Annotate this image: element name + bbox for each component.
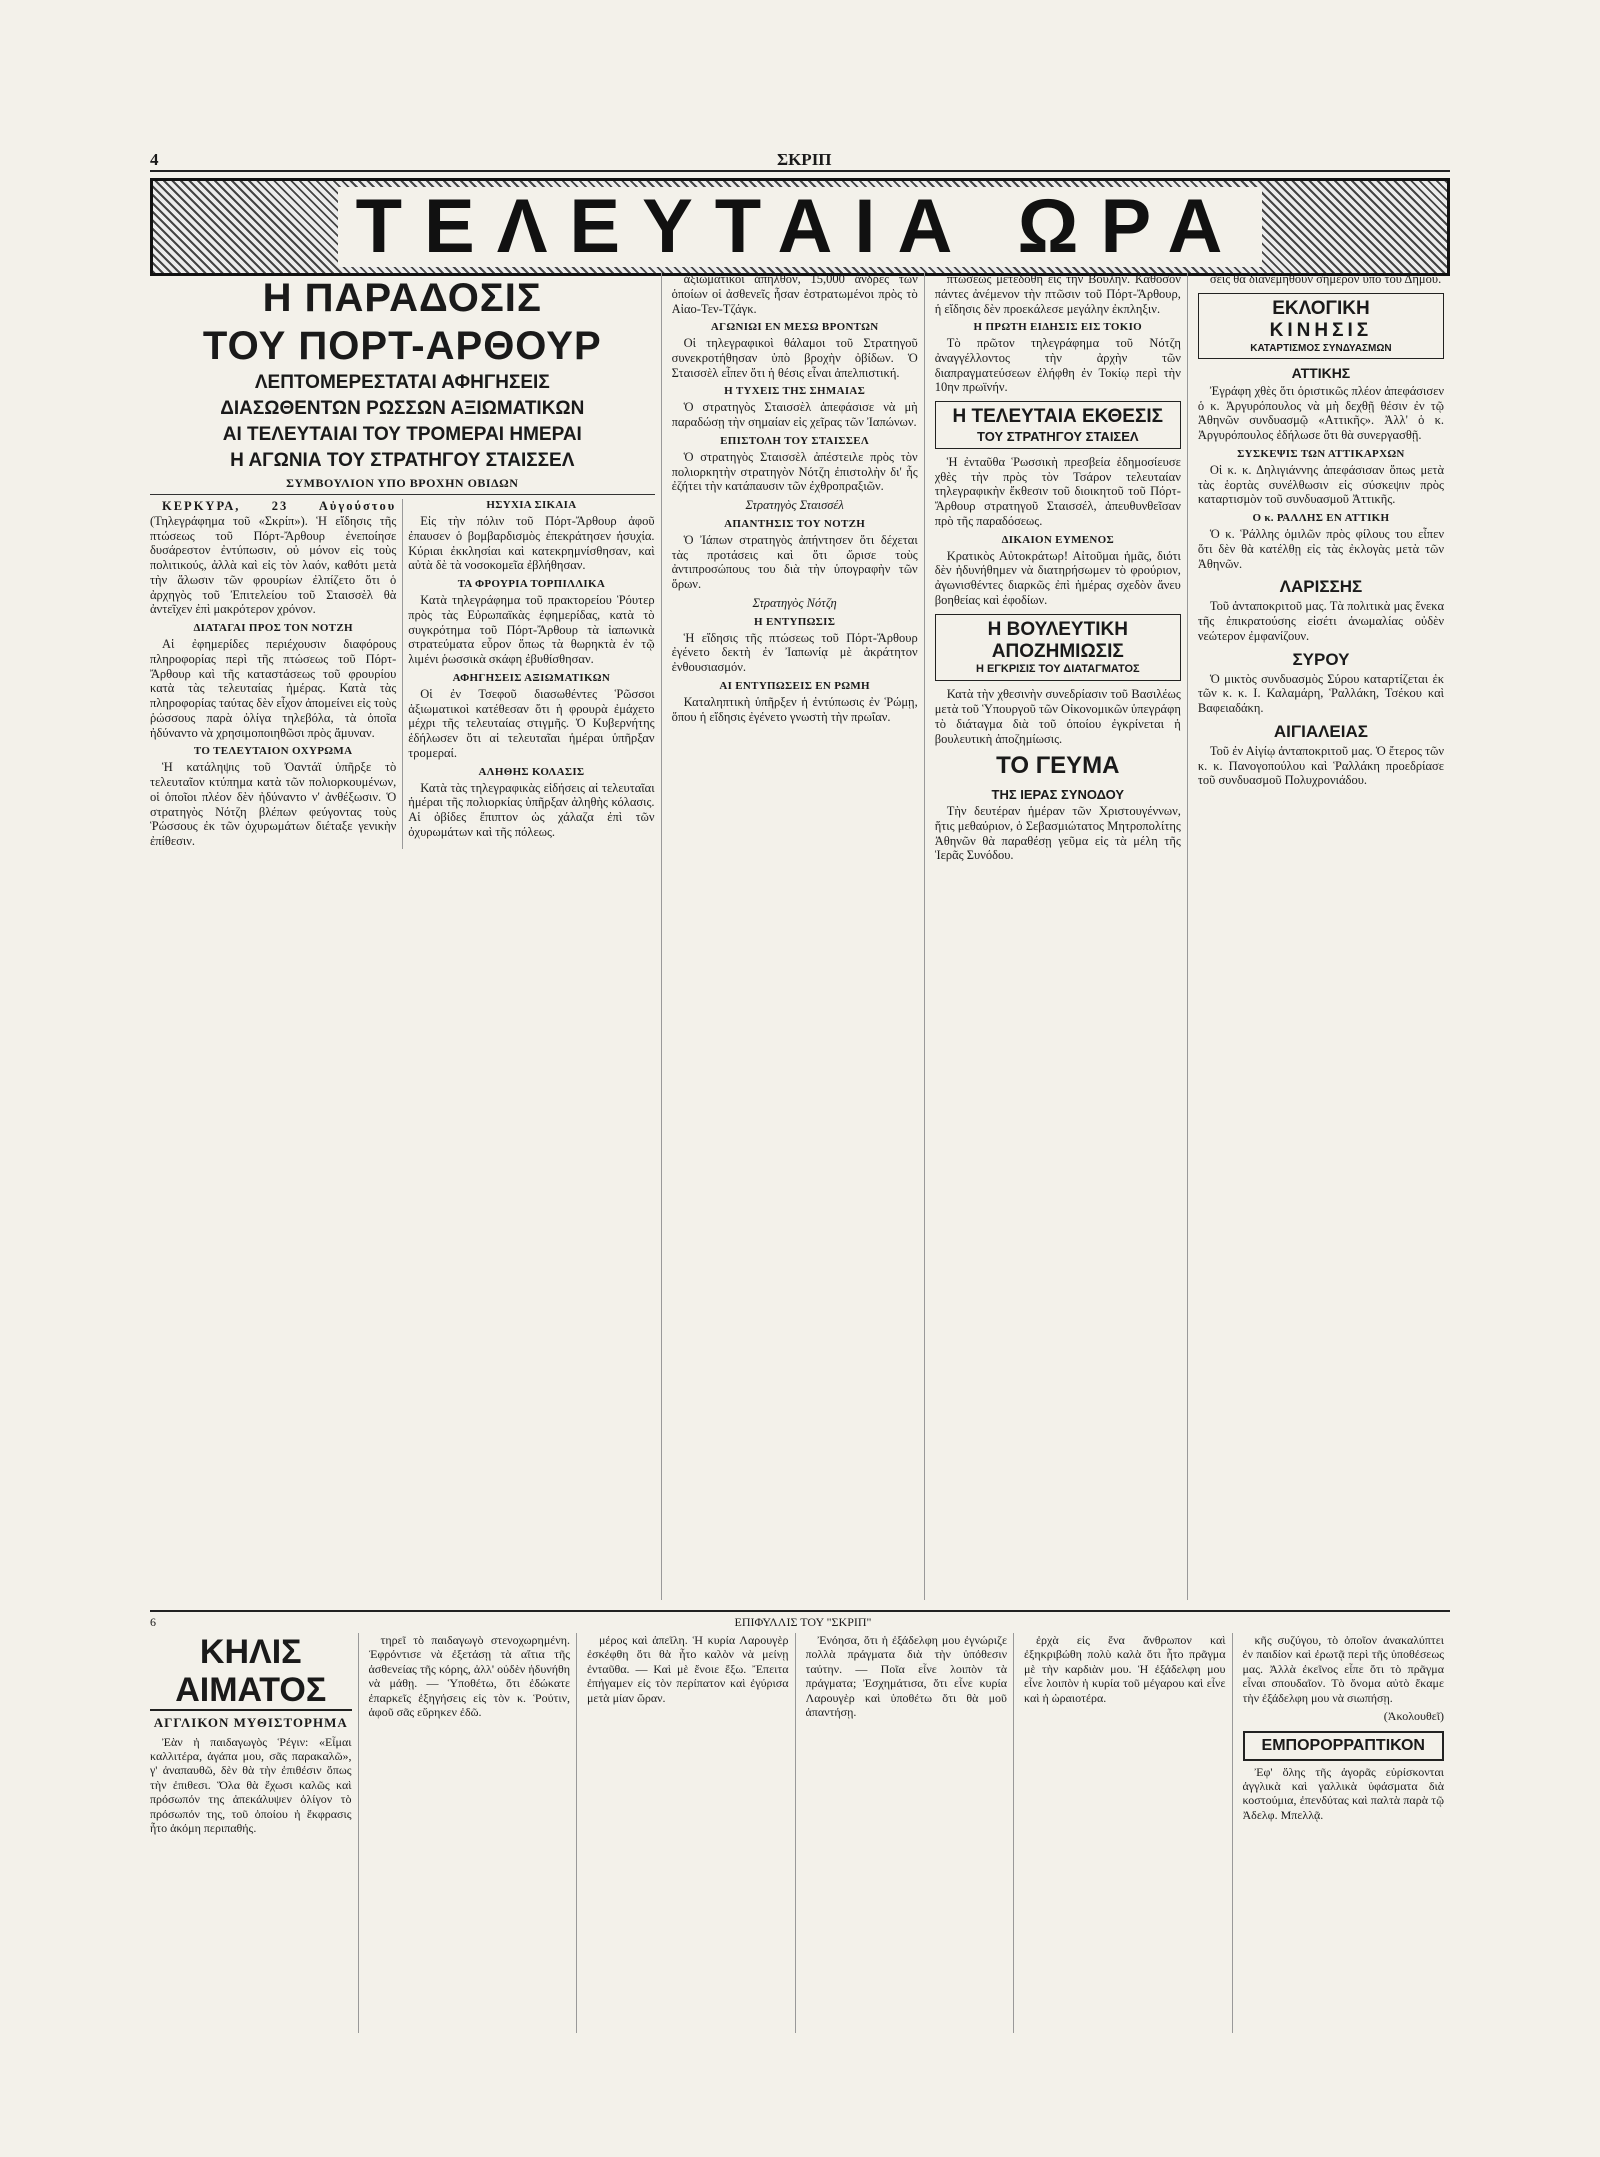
col5-subhead-5: ΤΟ ΓΕΥΜΑ xyxy=(996,752,1120,780)
subhead-1: ΔΙΑΤΑΓΑΙ ΠΡΟΣ ΤΟΝ ΝΟΤΖΗ xyxy=(193,622,353,635)
serial-column-6 xyxy=(1243,1633,1451,2033)
serial-column-3 xyxy=(587,1633,796,2033)
col5-text-5: Τὴν δευτέραν ἡμέραν τῶν Χριστουγέννων, ἥτις μεθαύριον, ὁ Σεβασμιώτατος Μητροπολίτης Ἀθηνῶν θὰ παραθέσῃ γεῦμα εἰς τὰ μέλη τῆς Ἱερᾶς Συνόδου. xyxy=(934,804,1181,863)
ad-text: Ἐφ' ὅλης τῆς ἀγορᾶς εὑρίσκονται ἀγγλικὰ καὶ γαλλικὰ ὑφάσματα διὰ κοστούμια, ἐπενδύτας καὶ παλτὰ παρὰ τῷ Ἀδελφ. Μπελλᾷ. xyxy=(1242,1764,1444,1822)
col5-text-4: Κατὰ τὴν χθεσινὴν συνεδρίασιν τοῦ Βασιλέως μετὰ τοῦ Ὑπουργοῦ τῶν Οἰκονομικῶν ὑπεγράφη τὸ διάταγμα διὰ τοῦ ὁποίου ἐγκρίνεται ἡ βουλευτικὴ ἀποζημίωσις. xyxy=(934,687,1181,746)
lead-story xyxy=(150,272,662,1600)
col4-signature: Στρατηγὸς Σταισσέλ xyxy=(745,498,844,513)
side-text-3: Ὁ κ. Ῥάλλης ὁμιλῶν πρὸς φίλους του εἶπεν ὅτι δὲν θὰ κατέλθῃ εἰς τὰς ἐκλογὰς μετὰ τῶν Ἀθηνῶν. xyxy=(1197,527,1444,571)
col4-signature-2: Στρατηγὸς Νότζη xyxy=(752,595,837,610)
serial-signoff: (Ἀκολουθεῖ) xyxy=(1383,1708,1444,1723)
side-text-2: Οἱ κ. κ. Δηλιγιάννης ἀπεφάσισαν ὅπως μετὰ τὰς ἑορτὰς συνέλθωσιν εἰς σύσκεψιν πρὸς καταρτισμὸν τοῦ συνδυασμοῦ Ἀττικῆς. xyxy=(1197,462,1444,507)
col5-box2-sub: Η ΕΓΚΡΙΣΙΣ ΤΟΥ ΔΙΑΤΑΓΜΑΤΟΣ xyxy=(975,663,1140,676)
side-subhead-6: ΑΙΓΙΑΛΕΙΑΣ xyxy=(1273,721,1368,741)
col4-subhead-3: ΕΠΙΣΤΟΛΗ ΤΟΥ ΣΤΑΙΣΣΕΛ xyxy=(720,434,870,447)
subhead-6: ΑΛΗΘΗΣ ΚΟΛΑΣΙΣ xyxy=(478,765,585,778)
side-text-6: Τοῦ ἐν Αἰγίῳ ἀνταποκριτοῦ μας. Ὁ ἔτερος τῶν κ. κ. Πανογοπούλου καὶ Ῥαλλάκη προεδρίασε τοῦ συνδυασμοῦ Πολυχρονιάδου. xyxy=(1197,743,1444,788)
headline-4: ΔΙΑΣΩΘΕΝΤΩΝ ΡΩΣΣΩΝ ΑΞΙΩΜΑΤΙΚΩΝ xyxy=(220,398,585,419)
headline-5: ΑΙ ΤΕΛΕΥΤΑΙΑΙ ΤΟΥ ΤΡΟΜΕΡΑΙ ΗΜΕΡΑΙ xyxy=(222,424,582,445)
body-text-6: Κατὰ τὰς τηλεγραφικὰς εἰδήσεις αἱ τελευταῖαι ἡμέραι τῆς πολιορκίας ὑπῆρξαν ἀληθὴς κόλασις. Αἱ ὀβίδες ἔπιπτον ὡς χάλαζα ἐπὶ τῶν ὀχυρωμάτων καὶ τῆς πόλεως. xyxy=(408,780,655,839)
headline-6: Η ΑΓΩΝΙΑ ΤΟΥ ΣΤΡΑΤΗΓΟΥ ΣΤΑΙΣΣΕΛ xyxy=(230,450,575,471)
subhead-3: ΗΣΥΧΙΑ ΣΙΚΑΙΑ xyxy=(486,499,577,512)
main-columns xyxy=(150,272,1450,1600)
band-columns xyxy=(150,1633,1450,2033)
subhead-5: ΑΦΗΓΗΣΕΙΣ ΑΞΙΩΜΑΤΙΚΩΝ xyxy=(452,671,611,684)
page-number: 4 xyxy=(150,150,159,169)
side-subhead-5: ΣΥΡΟΥ xyxy=(1292,649,1350,669)
col4-text-4: Ὁ Ἰάπων στρατηγὸς ἀπήντησεν ὅτι δέχεται τὰς προτάσεις καὶ ὅτι ὥρισε τοὺς ἀντιπροσώπους του διὰ τὴν ὑπογραφὴν τῶν ὅρων. xyxy=(671,532,918,592)
headline-1: Η ΠΑΡΑΔΟΣΙΣ xyxy=(262,276,542,320)
body-text-2: Ἡ κατάληψις τοῦ Ὀαντάϊ ὑπῆρξε τὸ τελευταῖον κτύπημα κατὰ τῶν πολιορκουμένων, οἱ ὁποῖοι πλέον δὲν ἠδύναντο ν' ἀνθέξωσιν. Ὁ στρατηγὸς Νότζη βλέπων φεύγοντας τοὺς Ῥώσσους ἐκ τῶν ὀχυρωμάτων διέταξε γενικὴν ἐπίθεσιν. xyxy=(150,760,397,849)
side-column xyxy=(1198,272,1450,1600)
col5-subhead-1: Η ΠΡΩΤΗ ΕΙΔΗΣΙΣ ΕΙΣ ΤΟΚΙΟ xyxy=(973,321,1143,334)
col4-subhead-5: Η ΕΝΤΥΠΩΣΙΣ xyxy=(754,615,836,628)
subhead-2: ΤΟ ΤΕΛΕΥΤΑΙΟΝ ΟΧΥΡΩΜΑ xyxy=(193,745,353,758)
serial-column-5 xyxy=(1024,1633,1233,2033)
lead-body xyxy=(150,499,655,849)
band-head xyxy=(150,1612,1450,1633)
election-title-1: ΕΚΛΟΓΙΚΗ xyxy=(1272,297,1370,319)
serial-text-1: Ἐὰν ἡ παιδαγωγὸς Ῥέγιν: «Εἶμαι καλλιτέρα, ἀγάπα μου, σᾶς παρακαλῶ», γ' ἀναπαυθῶ, δὲν θὰ τὴν ἐπιθέσιν ὅπως τὴν ἐπιθεσι. Ὅλα θὰ ἔχωσι καλῶς καὶ πρόσωπόν της ἀπεκάλυψεν ὀλίγον τὸ πρόσωπόν της, τοῦ ὁποίου ἡ ἔκφρασις ἦτο ἀκόμη περιπαθής. xyxy=(150,1734,352,1835)
headline-3: ΛΕΠΤΟΜΕΡΕΣΤΑΤΑΙ ΑΦΗΓΗΣΕΙΣ xyxy=(254,372,550,393)
body-text-4: Κατὰ τηλεγράφημα τοῦ πρακτορείου Ῥόυτερ πρὸς τὰς Εὐρωπαϊκὰς ἐφημερίδας, κατὰ τὸ συγκρότημα τοῦ Πόρτ-Ἄρθουρ τὰ ἰαπωνικὰ στρατεύματα εὗρον ὅπως τὰ θωρηκτὰ ἐν τῷ λιμένι ῥωσσικὰ σκάφη ἐβυθίσθησαν. xyxy=(408,593,655,667)
serial-column-4 xyxy=(806,1633,1015,2033)
side-subhead-1: ΑΤΤΙΚΗΣ xyxy=(1291,365,1351,382)
col4-text-2: Ὁ στρατηγὸς Σταισσὲλ ἀπεφάσισε νὰ μὴ παραδώσῃ τὴν σημαίαν εἰς χεῖρας τῶν Ἰαπώνων. xyxy=(671,400,918,430)
subhead-4: ΤΑ ΦΡΟΥΡΙΑ ΤΟΡΠΙΛΛΙΚΑ xyxy=(457,578,606,591)
col4-text-3: Ὁ στρατηγὸς Σταισσὲλ ἀπέστειλε πρὸς τὸν πολιορκητὴν στρατηγὸν Νότζη ἐπιστολὴν δι' ἧς ἐζήτει τὴν κατάπαυσιν τῶν ἐχθροπραξιῶν. xyxy=(671,449,918,494)
side-top: σεις θὰ διανεμηθοῦν σήμερον ὑπὸ τοῦ Δῆμου. xyxy=(1209,272,1442,286)
election-title-2: ΚΙΝΗΣΙΣ xyxy=(1269,320,1373,342)
serial-text-2: τηρεῖ τὸ παιδαγωγὸ στενοχωρημένη. Ἐφρόντισε νὰ ἐξετάσῃ τὰ αἴτια τῆς ἀσθενείας τῆς κόρης, ἀλλ' οὐδὲν ἠδυνήθη νὰ μάθῃ. — Ὑποθέτω, ὅτι ἐδώκατε ἐπαρκεῖς ἐξηγήσεις εἰς τὸν κ. Ῥούτιν, ἀφοῦ σᾶς εὕρηκεν ἐδῶ. xyxy=(368,1633,570,1719)
body-text-5: Οἱ ἐν Τσεφοῦ διασωθέντες Ῥῶσσοι ἀξιωματικοὶ κατέθεσαν ὅτι ἡ φρουρὰ ἐμάχετο μέχρι τῆς τελευταίας στιγμῆς. Ὁ Κυβερνήτης ἐδήλωσεν ὅτι αἱ τελευταῖαι ἡμέραι ὑπῆρξαν τρομεραί. xyxy=(408,686,655,760)
col5-subhead-5b: ΤΗΣ ΙΕΡΑΣ ΣΥΝΟΔΟΥ xyxy=(991,786,1125,802)
serial-column-1 xyxy=(150,1633,359,2033)
column-5 xyxy=(935,272,1188,1600)
serial-title: ΚΗΛΙΣ ΑΙΜΑΤΟΣ xyxy=(150,1633,352,1711)
col4-text-6: Καταληπτικὴ ὑπῆρξεν ἡ ἐντύπωσις ἐν Ῥώμῃ, ὅπου ἡ εἴδησις ἐγένετο γνωστὴ τὴν πρωΐαν. xyxy=(671,694,918,724)
col5-lead: πτώσεως μετεδόθη εἰς τὴν Βουλήν. Καθόσον πάντες ἀνέμενον τὴν πτῶσιν τοῦ Πόρτ-Ἄρθουρ, ἡ εἴδησις δὲν προεκάλεσε μεγάλην ἐκπληξιν. xyxy=(934,272,1181,316)
dateline: ΚΕΡΚΥΡΑ, 23 Αὐγούστου xyxy=(162,499,397,514)
body-text-3: Εἰς τὴν πόλιν τοῦ Πόρτ-Ἄρθουρ ἀφοῦ ἐπαυσεν ὁ βομβαρδισμὸς ἐπεκράτησεν ἡσυχία. Κύριαι ἐκκλησίαι καὶ κατεκρημνίσθησαν, καὶ αὐτὰ δὲ τὰ νοσοκομεῖα ἐβλήθησαν. xyxy=(408,514,655,573)
paper-name: ΣΚΡΙΠ xyxy=(776,150,832,169)
lead-text: (Τηλεγράφημα τοῦ «Σκρίπ»). Ἡ εἴδησις τῆς πτώσεως τοῦ Πόρτ-Ἄρθουρ ἐνεποίησε δυσάρεστον ἐντύπωσιν, οὐ μόνον εἰς τοὺς πολιτικούς, ἀλλὰ καὶ εἰς τὸν λαόν, καθότι μετὰ τὴν ἅλωσιν τῶν φρουρίων ἐλπίζετο ὅτι ὁ ἀρχηγὸς τοῦ Ἐπιτελείου τοῦ Σταισσὲλ θὰ ἀντεῖχεν ἐπὶ μακρότερον χρόνον. xyxy=(150,513,397,617)
col5-box2-title-b: ΑΠΟΖΗΜΙΩΣΙΣ xyxy=(991,641,1124,663)
feuilleton-band xyxy=(150,1610,1450,2033)
feuilleton-label: ΕΠΙΦΥΛΛΙΣ ΤΟΥ "ΣΚΡΙΠ" xyxy=(734,1615,872,1629)
side-text-1: Ἐγράφη χθὲς ὅτι ὁριστικῶς πλέον ἀπεφάσισεν ὁ κ. Ἀργυρόπουλος νὰ μὴ δεχθῇ θέσιν ἐν τῷ Ἀθηνῶν συνδυασμῷ «Αττικῆς». Ἀλλ' ὁ κ. Ἀργυρόπουλος ἐδήλωσε ὅτι θὰ συνεργασθῇ. xyxy=(1197,383,1444,443)
section-banner xyxy=(150,178,1450,276)
col5-subhead-3: ΔΙΚΑΙΟΝ ΕΥΜΕΝΟΣ xyxy=(1001,533,1114,546)
col4-subhead-2: Η ΤΥΧΕΙΣ ΤΗΣ ΣΗΜΑΙΑΣ xyxy=(724,385,866,398)
ad-heading: ΕΜΠΟΡΟΡΡΑΠΤΙΚΟΝ xyxy=(1243,1731,1445,1760)
side-subhead-3: Ο κ. ΡΑΛΛΗΣ ΕΝ ΑΤΤΙΚΗ xyxy=(1252,512,1390,525)
col5-box-title: Η ΤΕΛΕΥΤΑΙΑ ΕΚΘΕΣΙΣ xyxy=(952,406,1164,428)
band-page-number: 6 xyxy=(150,1615,156,1629)
serial-column-2 xyxy=(369,1633,578,2033)
side-subhead-4: ΛΑΡΙΣΣΗΣ xyxy=(1279,577,1363,597)
col5-text-2: Ἡ ἐνταῦθα Ῥωσσικὴ πρεσβεία ἐδημοσίευσε χθὲς τὴν πρὸς τὸν Τσάρον τελευταίαν τηλεγραφικὴν ἔκθεσιν τοῦ διοικητοῦ τοῦ Πόρτ-Ἄρθουρ στρατηγοῦ Σταισσέλ, ἀπευθυνθεῖσαν πρὸ τῆς παραδόσεως. xyxy=(934,454,1181,528)
col5-text-3: Κρατικὸς Αὐτοκράτωρ! Αἰτοῦμαι ἡμᾶς, διότι δὲν ἠδυνήθημεν νὰ διατηρήσωμεν τὸ φρούριον, ἀγωνισθέντες διαρκῶς ἐπὶ ἡμέρας σχεδὸν ἄνευ βοηθείας καὶ ἐφοδίων. xyxy=(934,548,1181,607)
col5-boxhead-2 xyxy=(935,614,1181,682)
col4-subhead-1: ΑΓΩΝΙΩΙ ΕΝ ΜΕΣΩ ΒΡΟΝΤΩΝ xyxy=(710,321,879,334)
serial-text-4: Ἐνόησα, ὅτι ἡ ἐξάδελφη μου ἐγνώριζε πολλὰ πράγματα διὰ τὴν ὑπόθεσιν ταύτην. — Ποῖα εἶνε λοιπὸν τὰ πράγματα; Ἐσχημάτισα, ὅτι εἶνε κυρία Λαρουγὲρ καὶ ὑποθέτω ὅτι θὰ μοῦ ἀπαντήσῃ. xyxy=(805,1633,1007,1719)
col4-lead: ἀξιωματικοὶ ἀπῆλθον, 15,000 ἄνδρες τῶν ὁποίων οἱ ἀσθενεῖς ἦσαν ἐστρατωμένοι πρὸς τὸ Αἰαο-Τεν-Τζάγκ. xyxy=(671,272,918,316)
serial-text-5: ἐρχὰ εἰς ἕνα ἄνθρωπον καὶ ἐξηκριβώθη πολὺ καλὰ ὅτι ἦτο πρᾶγμα μὲ τὴν καρδιὰν μου. Ἡ ἐξάδελφη μου εἶνε λοιπὸν ἡ κυρία τοῦ μέγαρου καὶ εἶνε καὶ ἡ ὡραιοτέρα. xyxy=(1024,1633,1226,1705)
col5-box2-title: Η ΒΟΥΛΕΥΤΙΚΗ xyxy=(987,618,1128,640)
serial-text-3: μέρος καὶ ἀπεῖλη. Ἡ κυρία Λαρουγὲρ ἐσκέφθη ὅτι θὰ ἦτο καλὸν νὰ μείνῃ ἐνταῦθα. — Καὶ μὲ ἔνοιε ἔξω. Ἔπειτα ἐπήγαμεν εἰς τὸν περίπατον καὶ ἐγύρισα μετὰ μίαν ὥραν. xyxy=(587,1633,789,1705)
body-text-1: Αἱ ἐφημερίδες περιέχουσιν διαφόρους πληροφορίας περὶ τῆς πτώσεως τοῦ Πόρτ-Ἄρθουρ καὶ τῆς καταστάσεως τοῦ φρουρίου κατὰ τὰς τελευταίας ἡμέρας. Κατὰ τὰς πληροφορίας ταύτας δὲν εἶχον ἀπομείνει εἰς τοὺς ῥώσσους παρὰ ὀλίγα τηλεβόλα, τὰ ὁποῖα ἠδύναντο νὰ χρησιμοποιηθῶσι πρὸς ἄμυναν. xyxy=(150,637,397,740)
col5-box-sub: ΤΟΥ ΣΤΡΑΤΗΓΟΥ ΣΤΑΙΣΕΛ xyxy=(976,428,1139,444)
serial-text-6: κῆς συζύγου, τὸ ὁποῖον ἀνακαλύπτει ἐν παιδίον καὶ ἐρωτᾷ περὶ τῆς ὑποθέσεως μας. Ἀλλὰ ἐκεῖνος εἶπε ὅτι τὸ πρᾶγμα εἶναι σπουδαῖον. Τὸ ὄνομα αὐτὸ ἔκαμε τὴν ἐξάδελφη μου νὰ σιωπήσῃ. xyxy=(1242,1633,1444,1705)
col4-subhead-6: ΑΙ ΕΝΤΥΠΩΣΕΙΣ ΕΝ ΡΩΜΗ xyxy=(719,679,870,692)
col4-text-1: Οἱ τηλεγραφικοὶ θάλαμοι τοῦ Στρατηγοῦ συνεκροτήθησαν ὑπὸ βροχὴν ὀβίδων. Ὁ Σταισσὲλ εἶπεν ὅτι ἡ θέσις εἶναι ἀπελπιστική. xyxy=(671,336,918,380)
side-subhead-2: ΣΥΣΚΕΨΙΣ ΤΩΝ ΑΤΤΙΚΑΡΧΩΝ xyxy=(1237,447,1405,460)
serial-subtitle: ΑΓΓΛΙΚΟΝ ΜΥΘΙΣΤΟΡΗΜΑ xyxy=(153,1715,348,1730)
headline-7: ΣΥΜΒΟΥΛΙΟΝ ΥΠΟ ΒΡΟΧΗΝ ΟΒΙΔΩΝ xyxy=(286,476,519,490)
col4-subhead-4: ΑΠΑΝΤΗΣΙΣ ΤΟΥ ΝΟΤΖΗ xyxy=(724,517,866,530)
newspaper-page xyxy=(150,150,1450,2040)
col4-text-5: Ἡ εἴδησις τῆς πτώσεως τοῦ Πόρτ-Ἄρθουρ ἐγένετο δεκτὴ ἐν Ἰαπωνίᾳ μὲ ἀκράτητον ἐνθουσιασμόν. xyxy=(671,630,918,675)
running-head xyxy=(150,150,1450,172)
side-text-4: Τοῦ ἀνταποκριτοῦ μας. Τὰ πολιτικὰ μας ἕνεκα τῆς ἐπικρατούσης εἰσέτι ἀνωμαλίας οὐδὲν νεώτερον ἐμφανίζουν. xyxy=(1197,599,1444,643)
banner-title: ΤΕΛΕΥΤΑΙΑ ΩΡΑ xyxy=(338,187,1263,267)
col5-boxhead-1 xyxy=(935,401,1181,449)
side-text-5: Ὁ μικτὸς συνδυασμὸς Σύρου καταρτίζεται ἐκ τῶν κ. κ. Ι. Καλαμάρη, Ῥαλλάκη, Τσέκου καὶ Βαφειαδάκη. xyxy=(1197,671,1444,716)
column-4 xyxy=(672,272,925,1600)
election-box xyxy=(1198,293,1444,360)
election-sub: ΚΑΤΑΡΤΙΣΜΟΣ ΣΥΝΔΥΑΣΜΩΝ xyxy=(1250,342,1392,354)
headline-2: ΤΟΥ ΠΟΡΤ-ΑΡΘΟΥΡ xyxy=(202,324,602,368)
col5-text-1: Τὸ πρῶτον τηλεγράφημα τοῦ Νότζη ἀναγγέλλοντος τὴν ἀρχὴν τῶν διαπραγματεύσεων ἐλήφθη ἐν Τοκίῳ περὶ τὴν 10ην πρωϊνήν. xyxy=(934,336,1181,395)
